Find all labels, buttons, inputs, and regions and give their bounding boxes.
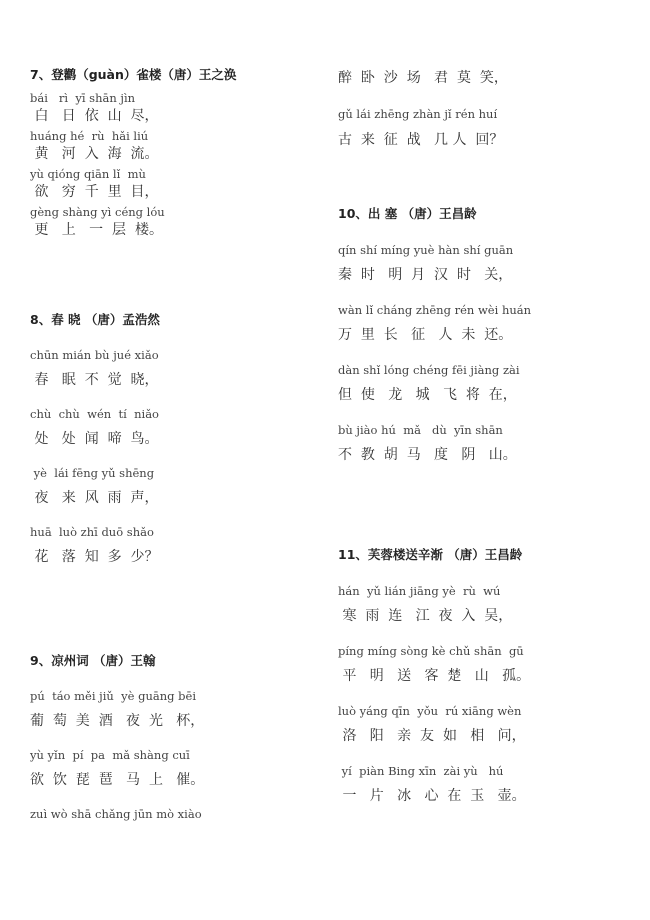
pinyin-line: wàn lǐ cháng zhēng rén wèi huán — [338, 303, 532, 317]
poem-7 — [30, 66, 320, 240]
pinyin-line: yù qióng qiān lǐ mù — [30, 167, 146, 181]
poem-title: 9、凉州词 （唐）王翰 — [30, 653, 156, 668]
pinyin-line: zuì wò shā chǎng jūn mò xiào — [30, 807, 202, 821]
hanzi-line: 秦 时 明 月 汉 时 关， — [338, 267, 513, 283]
hanzi-line: 欲 饮 琵 琶 马 上 催。 — [30, 772, 205, 788]
hanzi-line: 黄 河 入 海 流。 — [30, 146, 159, 162]
pinyin-line: gǔ lái zhēng zhàn jǐ rén huí — [338, 107, 498, 121]
verse-line — [338, 583, 638, 626]
hanzi-line: 平 明 送 客 楚 山 孤。 — [338, 668, 531, 684]
hanzi-line: 处 处 闻 啼 鸟。 — [30, 431, 159, 447]
pinyin-line: pú táo měi jiǔ yè guāng bēi — [30, 689, 196, 703]
hanzi-line: 更 上 一 层 楼。 — [30, 222, 163, 238]
hanzi-line: 万 里 长 征 人 未 还。 — [338, 327, 513, 343]
poem-9 — [30, 652, 320, 822]
verse-line — [30, 347, 320, 390]
pinyin-line: huā luò zhī duō shǎo — [30, 525, 154, 539]
pinyin-line: yí piàn Bing xīn zài yù hú — [338, 764, 504, 778]
pinyin-line: chūn mián bù jué xiǎo — [30, 348, 159, 362]
poem-title: 10、出 塞 （唐）王昌龄 — [338, 206, 477, 221]
verse-line — [338, 422, 638, 465]
verse-line — [338, 703, 638, 746]
pinyin-line: píng míng sòng kè chǔ shān gū — [338, 644, 524, 658]
verse-line — [30, 524, 320, 567]
hanzi-line: 夜 来 风 雨 声， — [30, 490, 159, 506]
hanzi-line: 葡 萄 美 酒 夜 光 杯， — [30, 713, 205, 729]
pinyin-line: yè lái fēng yǔ shēng — [30, 466, 155, 480]
verse-line — [30, 465, 320, 508]
verse-line — [30, 166, 320, 202]
verse-line — [30, 128, 320, 164]
verse-line — [338, 242, 638, 285]
pinyin-line: bái rì yī shān jìn — [30, 91, 136, 105]
pinyin-line: yù yǐn pí pa mǎ shàng cuī — [30, 748, 190, 762]
pinyin-line: dàn shǐ lóng chéng fēi jiàng zài — [338, 363, 520, 377]
verse-line — [30, 688, 320, 731]
poem-title: 11、芙蓉楼送辛渐 （唐）王昌龄 — [338, 547, 523, 562]
poem-8 — [30, 311, 320, 567]
hanzi-line: 洛 阳 亲 友 如 相 问， — [338, 728, 526, 744]
pinyin-line: hán yǔ lián jiāng yè rù wú — [338, 584, 501, 598]
verse-line — [338, 302, 638, 345]
verse-line — [30, 90, 320, 126]
hanzi-line: 醉 卧 沙 场 君 莫 笑， — [338, 70, 508, 86]
hanzi-line: 不 教 胡 马 度 阴 山。 — [338, 447, 517, 463]
verse-line — [30, 747, 320, 790]
verse-line — [338, 643, 638, 686]
verse-line — [30, 406, 320, 449]
pinyin-line: gèng shàng yì céng lóu — [30, 205, 165, 219]
poem-title: 8、春 晓 （唐）孟浩然 — [30, 312, 160, 327]
hanzi-line: 欲 穷 千 里 目， — [30, 184, 159, 200]
poem-title: 7、登鹳（guàn）雀楼（唐）王之涣 — [30, 67, 237, 82]
pinyin-line: qín shí míng yuè hàn shí guān — [338, 243, 514, 257]
pinyin-line: luò yáng qīn yǒu rú xiāng wèn — [338, 704, 522, 718]
hanzi-line: 古 来 征 战 几 人 回？ — [338, 132, 504, 148]
pinyin-line: huáng hé rù hǎi liú — [30, 129, 149, 143]
hanzi-line: 寒 雨 连 江 夜 入 吴， — [338, 608, 513, 624]
pinyin-line: chù chù wén tí niǎo — [30, 407, 159, 421]
verse-line — [338, 362, 638, 405]
hanzi-line: 一 片 冰 心 在 玉 壶。 — [338, 788, 526, 804]
verse-line — [30, 204, 320, 240]
poem-9-continued — [338, 68, 638, 150]
verse-line — [338, 763, 638, 806]
hanzi-line: 白 日 依 山 尽， — [30, 108, 159, 124]
poem-10 — [338, 205, 638, 465]
hanzi-line: 花 落 知 多 少？ — [30, 549, 159, 565]
verse-line — [30, 806, 320, 822]
hanzi-line: 但 使 龙 城 飞 将 在， — [338, 387, 517, 403]
poem-11 — [338, 546, 638, 806]
pinyin-line: bù jiào hú mǎ dù yīn shān — [338, 423, 503, 437]
hanzi-line: 春 眠 不 觉 晓， — [30, 372, 159, 388]
